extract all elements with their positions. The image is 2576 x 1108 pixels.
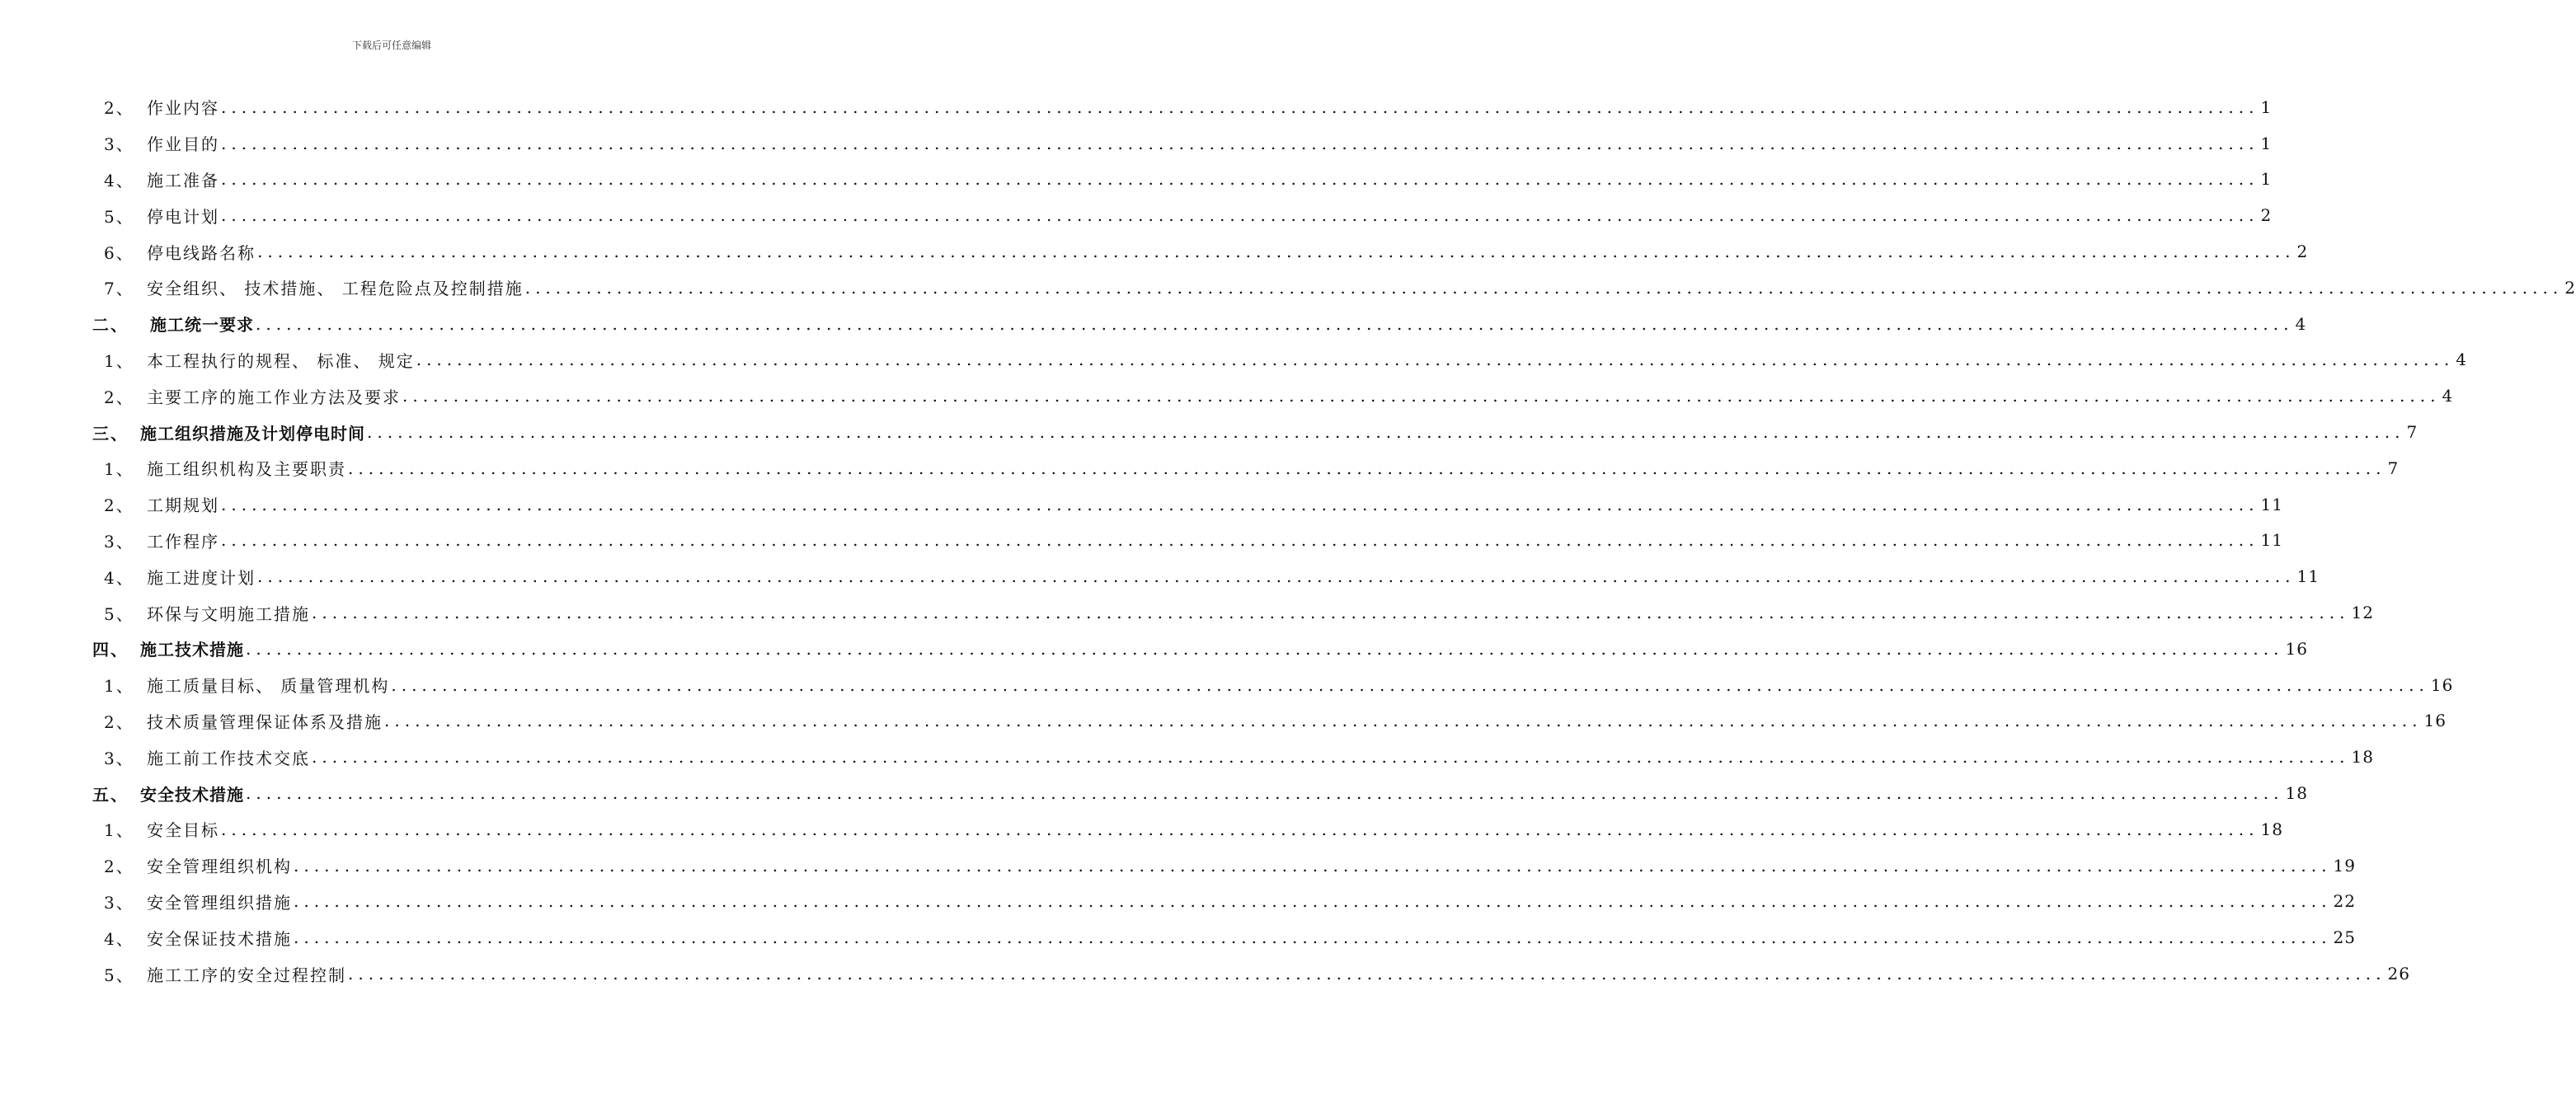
toc-page-number: 7 [2406,422,2419,443]
toc-dot-leader: ........................................................................................................................................................................................................ [402,386,2441,406]
toc-entry-title: 环保与文明施工措施 [147,603,310,624]
toc-entry-title: 安全管理组织措施 [147,892,292,913]
toc-page-number: 2 [2564,277,2576,298]
toc-entry-title: 本工程执行的规程、 标准、 规定 [147,350,415,371]
toc-entry[interactable] [92,667,2454,703]
toc-page-number: 16 [2423,711,2447,731]
toc-entry-title: 停电计划 [147,206,219,227]
toc-entry-title: 主要工序的施工作业方法及要求 [147,387,401,407]
toc-entry[interactable] [92,739,2374,775]
toc-entry-number: 5、 [104,206,134,227]
toc-dot-leader: ........................................................................................................................................................................................................ [312,603,2350,623]
toc-page-number: 4 [2442,386,2454,406]
toc-entry[interactable] [92,486,2283,523]
toc-dot-leader: ........................................................................................................................................................................................................ [221,530,2259,551]
toc-page-number: 12 [2351,603,2374,623]
toc-entry-number: 7、 [104,279,134,299]
toc-entry-title: 工期规划 [147,495,219,516]
toc-page-number: 11 [2260,494,2283,514]
toc-entry[interactable] [92,703,2447,739]
toc-page-number: 18 [2260,819,2283,839]
toc-entry-number: 2、 [104,711,134,732]
toc-entry-title: 安全技术措施 [140,784,244,805]
toc-entry[interactable] [92,811,2283,847]
toc-entry-title: 施工工序的安全过程控制 [147,965,346,985]
toc-entry-number: 2、 [104,387,134,407]
toc-page-number: 16 [2430,674,2454,695]
toc-dot-leader: ........................................................................................................................................................................................................ [257,242,2296,262]
toc-entry[interactable] [92,378,2454,414]
toc-entry-title: 施工进度计划 [147,567,256,588]
toc-section-entry[interactable] [92,414,2419,450]
toc-entry-number: 1、 [104,820,134,841]
toc-dot-leader: ........................................................................................................................................................................................................ [221,169,2259,190]
toc-dot-leader: ........................................................................................................................................................................................................ [416,350,2455,370]
toc-page-number: 22 [2333,891,2356,912]
toc-dot-leader: ........................................................................................................................................................................................................ [257,566,2296,587]
toc-page-number: 18 [2351,747,2374,768]
toc-entry-title: 施工质量目标、 质量管理机构 [147,676,390,697]
toc-dot-leader: ........................................................................................................................................................................................................ [294,855,2332,876]
toc-entry-title: 施工前工作技术交底 [147,748,310,768]
toc-dot-leader: ........................................................................................................................................................................................................ [246,783,2284,804]
toc-entry-title: 技术质量管理保证体系及措施 [147,711,383,732]
toc-entry-title: 作业内容 [147,98,219,119]
toc-dot-leader: ........................................................................................................................................................................................................ [391,674,2429,695]
toc-entry-number: 五、 [92,784,129,805]
toc-dot-leader: ........................................................................................................................................................................................................ [348,458,2386,478]
toc-entry-title: 安全保证技术措施 [147,928,292,949]
toc-entry[interactable] [92,955,2410,992]
toc-page-number: 26 [2387,964,2410,984]
toc-page-number: 25 [2333,927,2356,948]
toc-entry-title: 安全管理组织机构 [147,857,292,877]
toc-entry-number: 3、 [104,892,134,913]
toc-entry-title: 施工技术措施 [140,640,244,660]
toc-entry[interactable] [92,89,2273,125]
toc-section-entry[interactable] [92,306,2307,342]
toc-entry-number: 二、 [92,315,129,336]
toc-page-number: 2 [2260,205,2273,226]
toc-entry-number: 三、 [92,423,129,444]
toc-entry[interactable] [92,558,2320,594]
toc-entry-number: 5、 [104,603,134,624]
toc-dot-leader: ........................................................................................................................................................................................................ [221,494,2259,514]
toc-entry-number: 5、 [104,965,134,985]
toc-page-number: 11 [2296,566,2320,587]
toc-dot-leader: ........................................................................................................................................................................................................ [246,638,2284,659]
toc-page-number: 11 [2260,530,2283,551]
toc-entry[interactable] [92,197,2273,233]
toc-entry[interactable] [92,125,2273,162]
toc-entry[interactable] [92,233,2309,270]
toc-entry[interactable] [92,594,2374,631]
toc-entry-title: 停电线路名称 [147,242,256,263]
toc-entry[interactable] [92,162,2273,198]
toc-entry-number: 3、 [104,748,134,768]
toc-entry-number: 1、 [104,459,134,480]
toc-page-number: 4 [2456,350,2467,370]
toc-dot-leader: ........................................................................................................................................................................................................ [221,205,2259,226]
toc-entry-title: 施工统一要求 [150,315,254,336]
table-of-contents [92,89,2576,992]
toc-entry-number: 2、 [104,857,134,877]
toc-entry-title: 施工组织措施及计划停电时间 [140,423,365,444]
toc-entry[interactable] [92,342,2467,378]
toc-entry-number: 1、 [104,350,134,371]
toc-entry-number: 4、 [104,170,134,190]
toc-dot-leader: ........................................................................................................................................................................................................ [367,422,2405,443]
toc-entry[interactable] [92,270,2576,306]
toc-entry[interactable] [92,884,2356,920]
toc-page-number: 2 [2296,242,2309,262]
toc-entry[interactable] [92,523,2283,559]
toc-dot-leader: ........................................................................................................................................................................................................ [221,819,2259,839]
toc-dot-leader: ........................................................................................................................................................................................................ [221,96,2259,117]
toc-dot-leader: ........................................................................................................................................................................................................ [348,964,2386,984]
toc-entry-number: 6、 [104,242,134,263]
toc-entry-title: 施工准备 [147,170,219,190]
toc-section-entry[interactable] [92,631,2308,667]
page-header: 下载后可任意编辑 [351,40,431,51]
toc-entry-title: 安全目标 [147,820,219,841]
toc-entry-title: 施工组织机构及主要职责 [147,459,346,480]
toc-entry-number: 2、 [104,495,134,516]
toc-page-number: 1 [2260,169,2273,190]
toc-entry-number: 4、 [104,567,134,588]
toc-dot-leader: ........................................................................................................................................................................................................ [384,711,2423,731]
toc-page-number: 1 [2260,96,2273,117]
toc-entry-number: 四、 [92,640,129,660]
toc-entry-title: 工作程序 [147,531,219,552]
toc-dot-leader: ........................................................................................................................................................................................................ [256,313,2294,334]
toc-entry[interactable] [92,919,2356,955]
toc-page-number: 16 [2285,638,2308,659]
toc-entry-number: 3、 [104,134,134,155]
toc-section-entry[interactable] [92,775,2308,811]
toc-dot-leader: ........................................................................................................................................................................................................ [294,891,2332,912]
toc-entry[interactable] [92,847,2356,884]
toc-entry-title: 安全组织、 技术措施、 工程危险点及控制措施 [147,279,524,299]
toc-page-number: 19 [2333,855,2356,876]
toc-dot-leader: ........................................................................................................................................................................................................ [524,277,2564,298]
toc-entry-number: 1、 [104,676,134,697]
toc-entry-number: 2、 [104,98,134,119]
toc-page-number: 1 [2260,133,2273,153]
toc-entry[interactable] [92,450,2400,486]
toc-page-number: 4 [2295,313,2307,334]
toc-page-number: 7 [2387,458,2400,478]
toc-entry-number: 4、 [104,928,134,949]
toc-dot-leader: ........................................................................................................................................................................................................ [221,133,2259,153]
toc-page-number: 18 [2285,783,2308,804]
toc-entry-number: 3、 [104,531,134,552]
toc-dot-leader: ........................................................................................................................................................................................................ [312,747,2350,768]
toc-dot-leader: ........................................................................................................................................................................................................ [294,927,2332,948]
toc-entry-title: 作业目的 [147,134,219,155]
